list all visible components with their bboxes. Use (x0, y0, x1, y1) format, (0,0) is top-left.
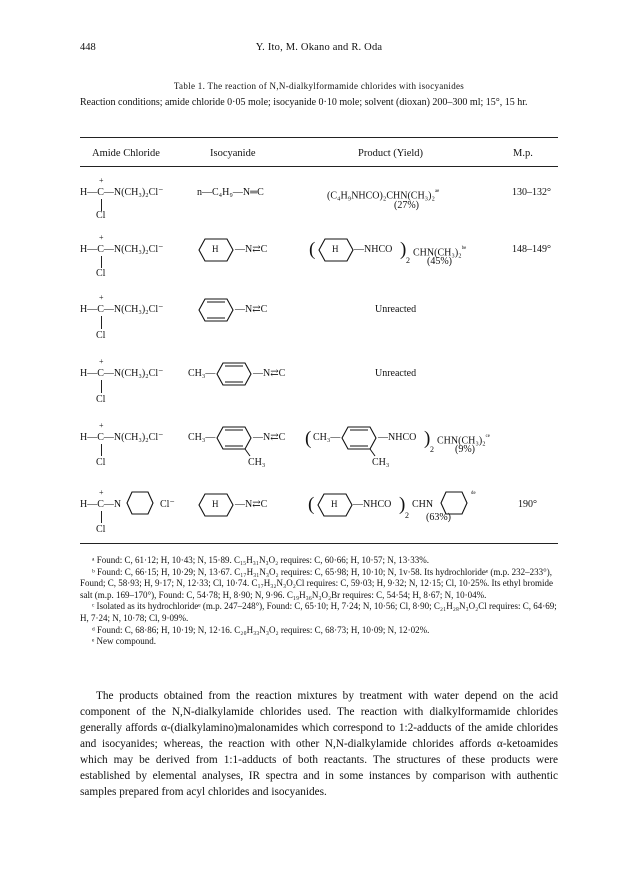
footnote-mark: ᶜᵉ (485, 432, 490, 441)
isocyanide-group: —N⇄C (235, 244, 268, 255)
amine-name: CHN(CH₃)₂ (437, 435, 486, 447)
product-name: (C₄H₉NHCO)₂CHN(CH₃)₂ (327, 190, 435, 202)
c-atom: C (97, 499, 104, 510)
amide-chloride-formula: H—C—N (80, 499, 122, 510)
methyl-group: CH₃— (188, 432, 216, 443)
product-formula (327, 187, 439, 201)
bond-line (101, 444, 102, 456)
amide-tail: —N(CH₃)₂Cl⁻ (103, 187, 164, 198)
nhco-group: —NHCO (354, 244, 393, 255)
amide-tail: —N(CH₃)₂Cl⁻ (103, 368, 164, 379)
product-yield: (45%) (427, 256, 452, 267)
melting-point: 130–132° (512, 187, 551, 198)
ortho-methyl-group: CH₃ (372, 457, 390, 468)
close-paren: ) (400, 239, 407, 260)
isocyanide-group: —N⇄C (253, 432, 286, 443)
reaction-conditions: Reaction conditions; amide chloride 0·05 mole; isocyanide 0·10 mole; solvent (dioxan) 200–300 ml; 15°, 15 hr. (80, 97, 528, 108)
amide-chloride-formula (80, 432, 163, 443)
h-atom: H— (80, 244, 98, 255)
open-paren: ( (305, 428, 312, 449)
chloride-ion: Cl⁻ (160, 499, 175, 510)
n-atom: N (113, 499, 122, 510)
c-atom: C (97, 304, 104, 315)
plus-charge: + (99, 357, 104, 366)
amide-tail: —N(CH₃)₂Cl⁻ (103, 244, 164, 255)
amide-tail: —N(CH₃)₂Cl⁻ (103, 304, 164, 315)
ring-h-label: H (212, 499, 219, 509)
cl-atom: Cl (96, 457, 106, 468)
isocyanide-group: —N⇄C (235, 499, 268, 510)
paragraph-text: The products obtained from the reaction mixtures by treatment with water depend on the acid component of the N,N-dialkylamide chlorides used. The reaction with dialkylformamide chlorides generally affords α-(dialkylamino)malonamides which correspond to 1:2-adducts of the amide chlorides and isocyanides; whereas, the reaction with other N,N-dialkylamide chlorides affords α-ketoamides which may be derived from 1:1-adducts of both reactants. The structures of these products were established by elemental analyses, IR spectra and in some instances by comparison with authentic samples prepared from acyl chlorides and isocyanides. (80, 690, 558, 798)
isocyanide-group: —N⇄C (253, 368, 286, 379)
isocyanide-group: —N⇄C (235, 304, 268, 315)
close-paren: ) (399, 494, 406, 515)
page-number: 448 (80, 42, 96, 53)
benzene-ring-icon (341, 426, 377, 450)
h-atom: H— (80, 368, 98, 379)
table-footnotes (80, 555, 558, 648)
h-atom: H— (80, 432, 98, 443)
amide-tail: —N(CH₃)₂Cl⁻ (103, 432, 164, 443)
amide-chloride-formula (80, 304, 163, 315)
table-bottom-rule (80, 543, 558, 544)
footnote-d: ᵈ Found: C, 68·86; H, 10·19; N, 12·16. C₂₀H₃₃N₃O₂ requires: C, 68·73; H, 10·09; N, 12·02%. (92, 624, 430, 635)
subscript-two: 2 (405, 511, 409, 520)
methyl-group: CH₃— (188, 368, 216, 379)
product-yield: (63%) (426, 512, 451, 523)
subscript-two: 2 (406, 256, 410, 265)
product-yield: (27%) (394, 200, 419, 211)
product-formula: Unreacted (375, 304, 417, 315)
bond-line (101, 511, 102, 523)
h-atom: H— (80, 187, 98, 198)
cl-atom: Cl (96, 268, 106, 279)
h-atom: H— (80, 304, 98, 315)
footnote-mark: ᵈᵉ (471, 489, 476, 498)
column-header-amide-chloride: Amide Chloride (92, 148, 160, 159)
amide-chloride-formula (80, 244, 163, 255)
nhco-group: —NHCO (378, 432, 417, 443)
footnote-c: ᶜ Isolated as its hydrochlorideᵉ (m.p. 247–248°), Found: C, 65·10; H, 7·24; N, 10·56; Cl, 8·90; C₂₁H₂₈N₃O₂Cl requires: C, 64·69; H, 7·24; N, 10·78; Cl, 9·09%. (80, 601, 557, 623)
footnote-mark: ᵃᵉ (434, 187, 440, 196)
ring-h-label: H (212, 244, 219, 254)
amine-group: CHN (412, 499, 434, 510)
melting-point: 148–149° (512, 244, 551, 255)
cl-atom: Cl (96, 524, 106, 535)
cl-atom: Cl (96, 210, 106, 221)
ortho-methyl-group: CH₃ (248, 457, 266, 468)
ring-h-label: H (332, 244, 339, 254)
subscript-two: 2 (430, 445, 434, 454)
c-atom: C (97, 244, 104, 255)
product-yield: (9%) (455, 444, 475, 455)
column-header-product: Product (Yield) (358, 148, 424, 159)
cl-atom: Cl (96, 330, 106, 341)
plus-charge: + (99, 488, 104, 497)
footnote-b: ᵇ Found: C, 66·15; H, 10·29; N, 13·67. C₁₇H₃₁N₃O₂ requires: C, 65·98; H, 10·10; N, 1v·58. Its hydrochlorideᵉ (m.p. 232–233°), Found; C, 58·93; H, 9·17; N, 12·33; Cl, 10·74. C₁₇H₃₂N₃O₂Cl requires: C, 59·03; H, 9·32; N, 12·15; Cl, 10·25%. Its ethyl bromide salt (m.p. 169–170°), Found: C, 54·78; H, 8·90; N, 9·96. C₁₉H₃₆N₃O₂Br requires: C, 54·54; H, 8·67; N, 10·04%. (80, 566, 554, 600)
benzene-ring-icon (216, 426, 252, 450)
column-header-mp: M.p. (513, 148, 533, 159)
product-formula: Unreacted (375, 368, 417, 379)
piperidine-ring-icon (126, 491, 154, 515)
cl-atom: Cl (96, 394, 106, 405)
bond-line (101, 316, 102, 329)
plus-charge: + (99, 293, 104, 302)
body-paragraph (80, 688, 558, 800)
bond-line (101, 256, 102, 268)
amide-chloride-formula (80, 368, 163, 379)
ring-h-label: H (331, 499, 338, 509)
c-atom: C (97, 187, 104, 198)
open-paren: ( (309, 239, 316, 260)
isocyanide-formula: n—C₄H₉—N═C (197, 187, 264, 198)
benzene-ring-icon (198, 298, 234, 322)
table-caption: Table 1. The reaction of N,N-dialkylformamide chlorides with isocyanides (173, 81, 465, 91)
melting-point: 190° (518, 499, 537, 510)
amine-name: CHN(CH₃)₂ (413, 247, 462, 259)
amide-chloride-formula (80, 187, 163, 198)
table-header-rule (80, 166, 558, 167)
running-header (80, 42, 558, 58)
close-paren: ) (424, 428, 431, 449)
methyl-group: CH₃— (313, 432, 341, 443)
footnote-mark: ᵇᵉ (461, 244, 467, 253)
plus-charge: + (99, 421, 104, 430)
c-atom: C (97, 368, 104, 379)
h-atom: H— (80, 499, 98, 510)
table-top-rule (80, 137, 558, 138)
plus-charge: + (99, 233, 104, 242)
nhco-group: —NHCO (353, 499, 392, 510)
benzene-ring-icon (216, 362, 252, 386)
footnote-e: ᵉ New compound. (92, 636, 157, 647)
footnote-a: ᵃ Found: C, 61·12; H, 10·43; N, 15·89. C₁₅H₃₁N₃O₂ requires: C, 60·66; H, 10·57; N, 13·33%. (92, 555, 430, 565)
plus-charge: + (99, 176, 104, 185)
author-line: Y. Ito, M. Okano and R. Oda (255, 42, 383, 53)
column-header-isocyanide: Isocyanide (210, 148, 256, 159)
open-paren: ( (308, 494, 315, 515)
bond-line (101, 380, 102, 393)
c-atom: C (97, 432, 104, 443)
